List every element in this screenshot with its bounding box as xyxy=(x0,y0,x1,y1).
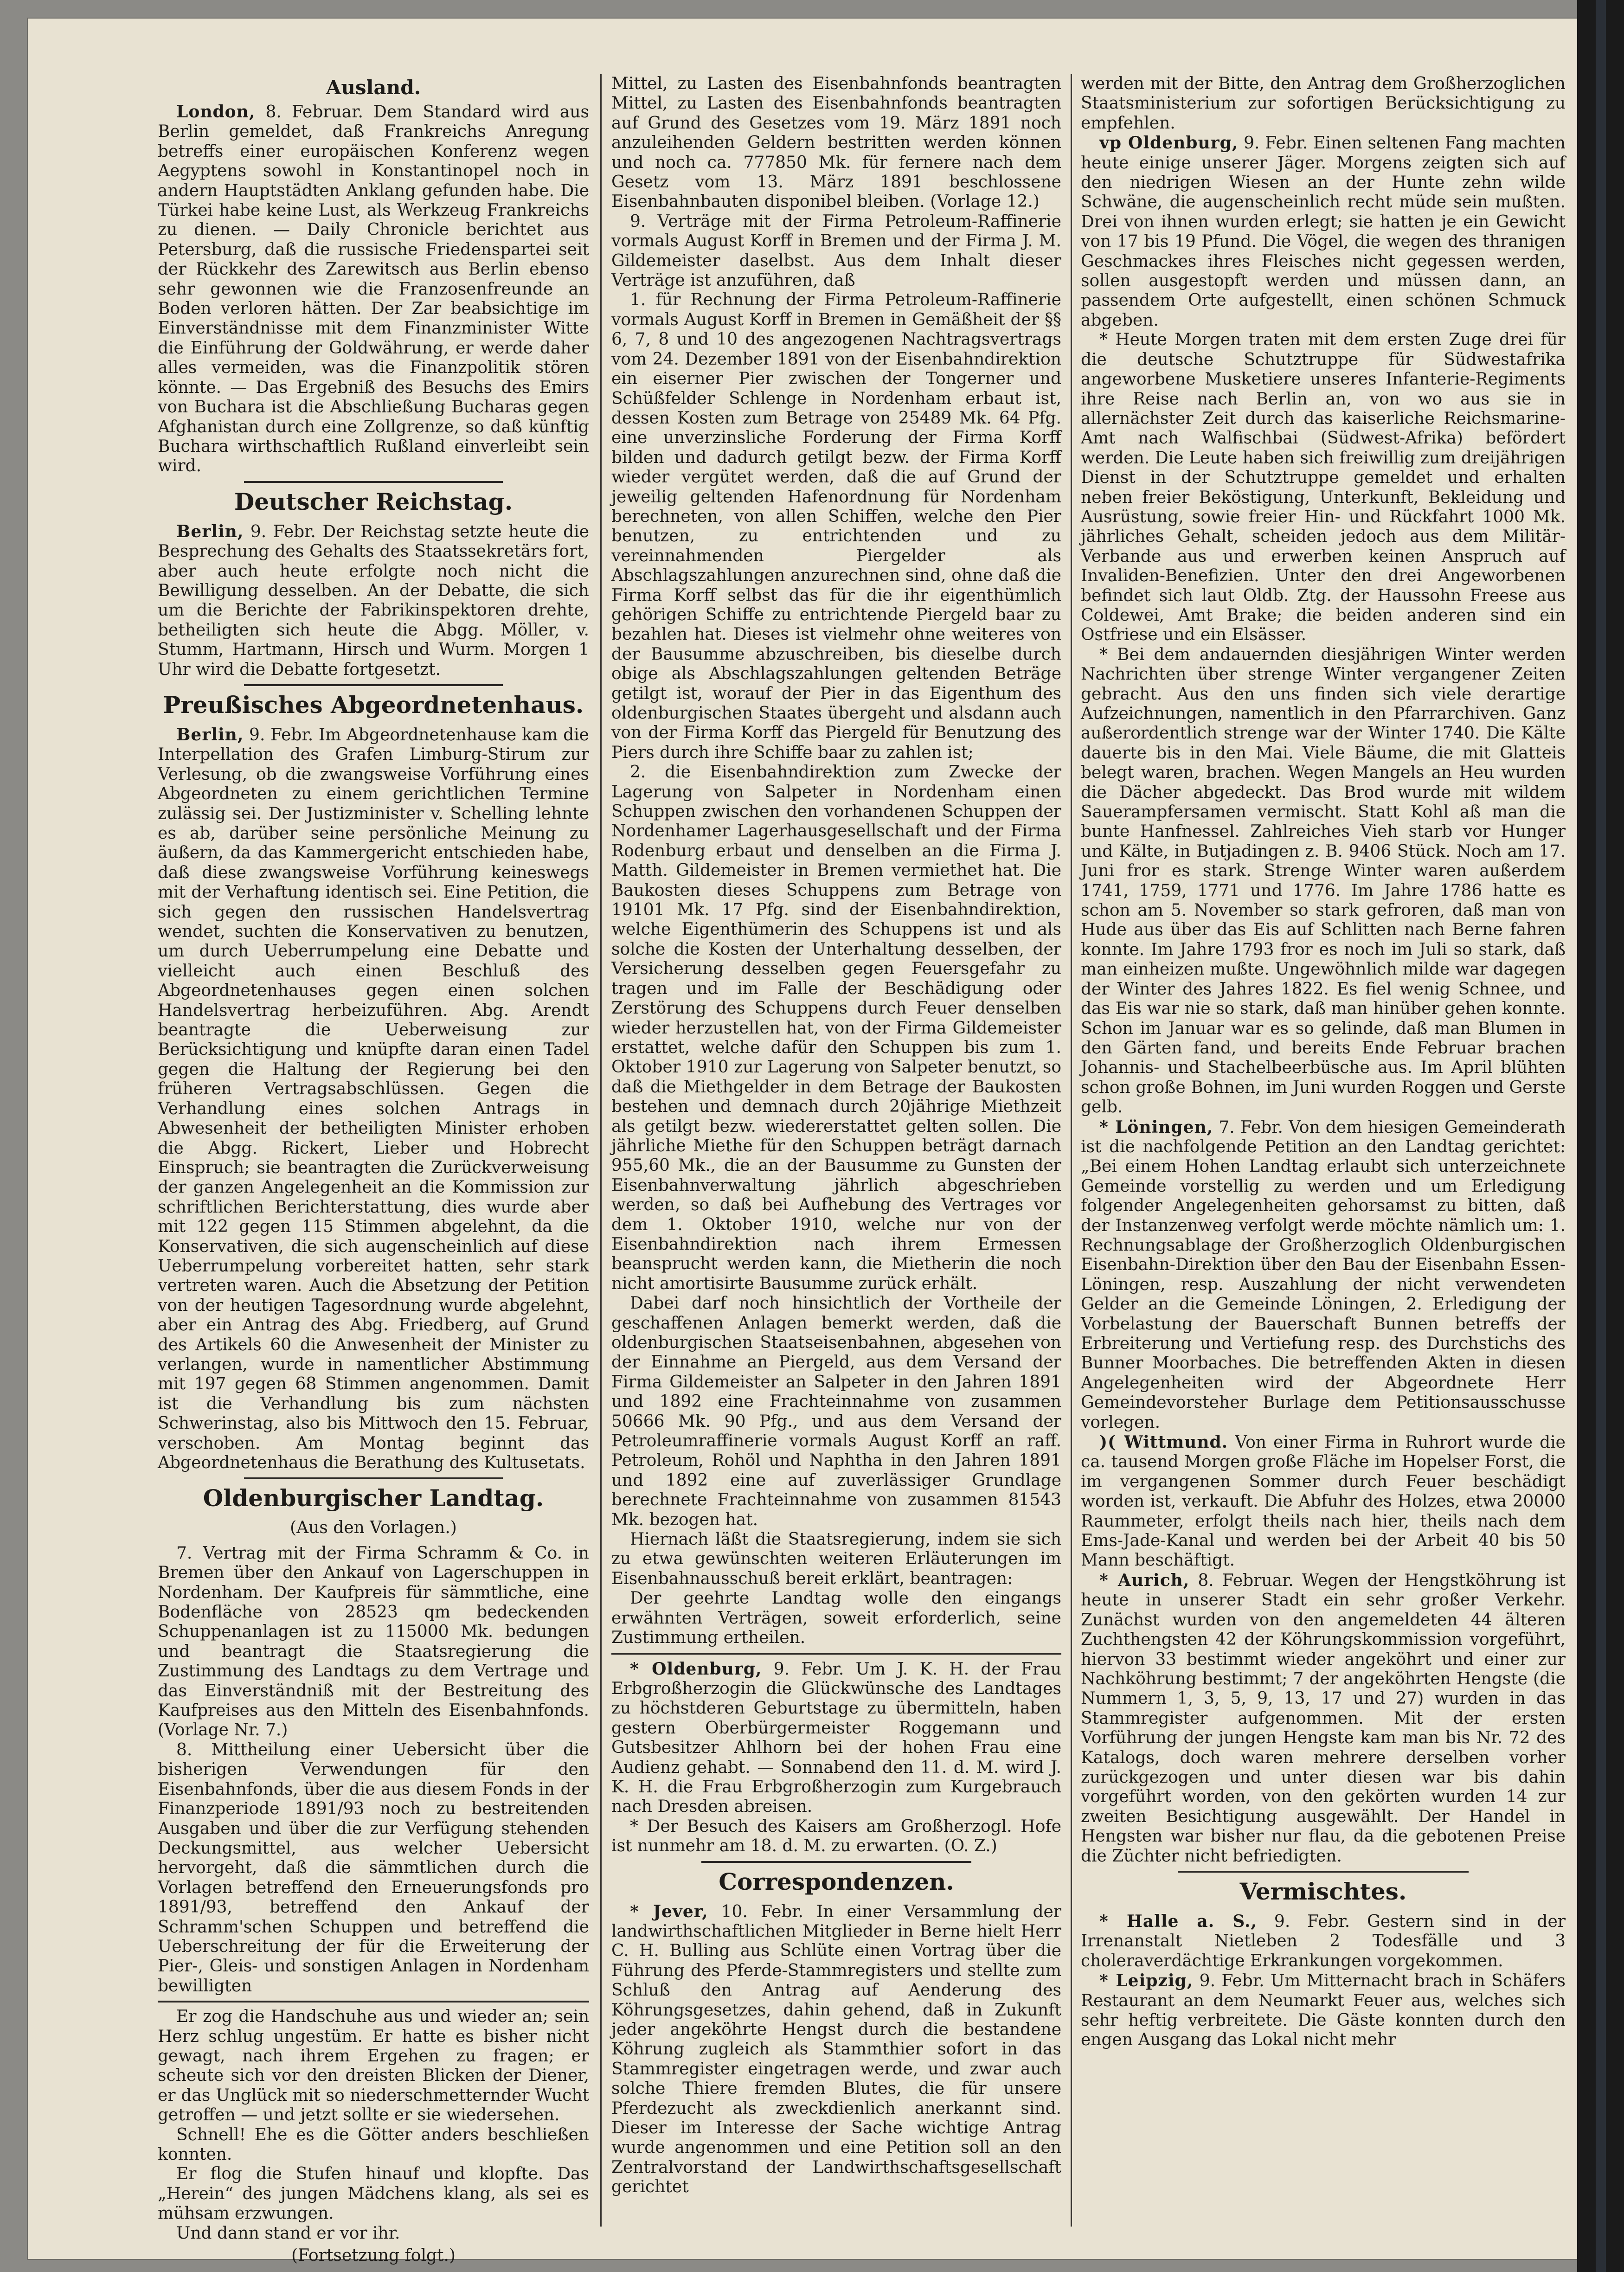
dateline-place: * Oldenburg, xyxy=(630,1659,762,1679)
divider-rule xyxy=(611,1653,1061,1655)
paragraph-text: Schnell! Ehe es die Götter anders beschließen konnten. xyxy=(158,2125,589,2164)
article-paragraph xyxy=(611,1589,1061,1648)
paragraph-text: 8. Mittheilung einer Uebersicht über die bisherigen Verwendungen für den Eisenbahnfonds, über die aus diesem Fonds in der Finanzperiode 1891/93 noch zu bestreitenden Ausgaben und über die zur Verfügung stehenden Deckungsmittel, aus welcher Uebersicht hervorgeht, daß die sämmtlichen durch die Vorlagen betreffend den Erneuerungsfonds pro 1891/93, betreffend den Ankauf der Schramm'schen Schuppen und betreffend die Ueberschreitung der für die Erweiterung der Pier-, Gleis- und sonstigen Anlagen in Nordenham bewilligten xyxy=(158,1740,589,1996)
paragraph-text: * Heute Morgen traten mit dem ersten Zuge drei für die deutsche Schutztruppe für Südwestafrika angeworbene Musketiere unseres Infanterie-Regiments ihre Reise nach Berlin an, von wo aus sie in allernächster Zeit durch das kaiserliche Reichsmarine-Amt nach Walfischbai (Südwest-Afrika) befördert werden. Die Leute haben sich freiwillig zum dreijährigen Dienst in der Schutztruppe gemeldet und erhalten neben freier Beköstigung, Unterkunft, Bekleidung und Ausrüstung, sowie freier Hin- und Rückfahrt 1000 Mk. jährliches Gehalt, scheiden jedoch aus dem Militär-Verbande aus und erwerben keinen Anspruch auf Invaliden-Benefizien. Unter den drei Angeworbenen befindet sich laut Oldb. Ztg. der Haussohn Freese aus Coldewei, Amt Brake; die beiden anderen sind ein Ostfriese und ein Elsässer. xyxy=(1081,330,1566,645)
article-paragraph xyxy=(1081,133,1566,330)
subheading: (Fortsetzung folgt.) xyxy=(291,2246,456,2266)
paragraph-text: 9. Febr. Um J. K. H. der Frau Erbgroßherzogin die Glückwünsche des Landtages zu höchstderen Geburtstage zu übermitteln, haben gestern Oberbürgermeister Roggemann und Gutsbesitzer Ahlhorn bei der hohen Frau eine Audienz gehabt. — Sonnabend den 11. d. M. wird J. K. H. die Frau Erbgroßherzogin zum Kurgebrauch nach Dresden abreisen. xyxy=(611,1659,1061,1816)
paragraph-text: 9. Febr. Um Mitternacht brach in Schäfers Restaurant an dem Neumarkt Feuer aus, welches sich sehr heftig verbreitete. Die Gäste konnten durch den engen Ausgang das Lokal nicht mehr xyxy=(1081,1971,1566,2050)
article-paragraph xyxy=(158,1740,589,1996)
article-paragraph xyxy=(611,290,1061,763)
article-paragraph xyxy=(611,74,1061,212)
paragraph-text: 10. Febr. In einer Versammlung der landwirthschaftlichen Mitglieder in Berne hielt Herr C. H. Bulling aus Schlüte einen Vortrag über die Führung des Pferde-Stammregisters und stellte zum Schluß den Antrag auf Aenderung des Köhrungsgesetzes, dahin gehend, daß in Zukunft jeder angeköhrte Hengst durch die bestandene Köhrung zugleich als Stammthier sofort in das Stammregister eingetragen werde, und zwar auch solche Thiere fremden Blutes, die für unsere Pferdezucht als zweckdienlich anerkannt sind. Dieser im Interesse der Sache wichtige Antrag wurde angenommen und eine Petition soll an den Zentralvorstand der Landwirthschaftsgesellschaft gerichtet xyxy=(611,1902,1061,2197)
paragraph-text: 9. Verträge mit der Firma Petroleum-Raffinerie vormals August Korff in Bremen und der Firma J. M. Gildemeister daselbst. Aus dem Inhalt dieser Verträge ist anzuführen, daß xyxy=(611,212,1061,290)
dateline-place: * Leipzig, xyxy=(1099,1971,1194,1991)
divider-rule xyxy=(244,1477,503,1479)
article-heading: Preußisches Abgeordnetenhaus. xyxy=(163,691,584,719)
divider-rule xyxy=(244,481,503,483)
dateline-place: * Halle a. S., xyxy=(1099,1911,1258,1931)
article-paragraph xyxy=(1081,1571,1566,1866)
subheading: (Aus den Vorlagen.) xyxy=(290,1518,457,1538)
divider-rule xyxy=(244,684,503,686)
article-paragraph xyxy=(611,1294,1061,1530)
paragraph-text: Der geehrte Landtag wolle den eingangs erwähnten Verträgen, soweit erforderlich, seine Zustimmung ertheilen. xyxy=(611,1589,1061,1648)
article-heading: Correspondenzen. xyxy=(719,1868,954,1895)
paragraph-text: 9. Febr. Gestern sind in der Irrenanstalt Nietleben 2 Todesfälle und 3 choleraverdächtige Erkrankungen vorgekommen. xyxy=(1081,1912,1566,1970)
article-paragraph xyxy=(611,763,1061,1294)
article-paragraph xyxy=(1081,1117,1566,1433)
article-paragraph xyxy=(611,1902,1061,2197)
article-paragraph xyxy=(158,102,589,476)
paragraph-text: 9. Febr. Der Reichstag setzte heute die Besprechung des Gehalts des Staatssekretärs fort, aber auch heute erfolgte noch nicht die Bewilligung desselben. An der Debatte, die sich um die Berichte der Fabrikinspektoren drehte, betheiligten sich heute die Abgg. Möller, v. Stumm, Hartmann, Hirsch und Wurm. Morgen 1 Uhr wird die Debatte fortgesetzt. xyxy=(158,522,589,679)
paragraph-text: 8. Februar. Wegen der Hengstköhrung ist heute in unserer Stadt ein sehr großer Verkehr. Zunächst wurden von den angemeldeten 44 älteren Zuchthengsten 42 der Köhrungskommission vorgeführt, hiervon 33 bestimmt wieder angeköhrt und einer zur Nachköhrung bestimmt; 7 der angeköhrten Hengste (die Nummern 1, 3, 5, 9, 13, 17 und 27) wurden in das Stammregister aufgenommen. Mit der ersten Vorführung der jungen Hengste kam man bis Nr. 72 des Katalogs, doch waren mehrere derselben vorher zurückgezogen und unter diesen war bis dahin vorgeführt worden, von den gekörten wurden 14 zur zweiten Besichtigung ausgewählt. Der Handel in Hengsten war bisher nur flau, da die gebotenen Preise die Züchter nicht befriedigten. xyxy=(1081,1571,1566,1866)
paragraph-text: Mittel, zu Lasten des Eisenbahnfonds beantragten Mittel, zu Lasten des Eisenbahnfonds beantragten auf Grund des Gesetzes vom 19. März 1891 noch anzuleihenden Geldern bestritten werden können und noch ca. 777850 Mk. für fernere nach dem Gesetz vom 13. März 1891 beschlossene Eisenbahnbauten disponibel bleiben. (Vorlage 12.) xyxy=(611,74,1061,212)
paragraph-text: * Bei dem andauernden diesjährigen Winter werden Nachrichten über strenge Winter vergangener Zeiten gebracht. Aus den uns finden sich viele derartige Aufzeichnungen, namentlich in den Pfarrarchiven. Ganz außerordentlich strenge war der Winter 1740. Die Kälte dauerte bis in den Mai. Viele Bäume, die mit Glatteis belegt waren, brachen. Wegen Mangels an Heu wurden die Dächer abgedeckt. Das Brod wurde mit wildem Sauerampfersamen vermischt. Statt Kohl aß man die bunte Hanfnessel. Zahlreiches Vieh starb vor Hunger und Kälte, in Butjadingen z. B. 9406 Stück. Noch am 17. Juni fror es stark. Strenge Winter waren außerdem 1741, 1759, 1771 und 1776. Im Jahre 1786 hatte es schon am 5. November so stark gefroren, daß man von Hude aus über das Eis auf Schlitten nach Berne fahren konnte. Im Jahre 1793 fror es noch im Juli so stark, daß man einheizen mußte. Ungewöhnlich milde war dagegen der Winter des Jahres 1822. Es fiel wenig Schnee, und das Eis war nie so stark, daß man hinüber gehen konnte. Schon im Januar war es so gelinde, daß man Blumen in den Gärten fand, und bereits Ende Februar brachen Johannis- und Stachelbeerbüsche aus. Im April blühten schon große Bohnen, im Juni wurden Roggen und Gerste gelb. xyxy=(1081,645,1566,1117)
column-3 xyxy=(1081,74,1566,2231)
article-heading: Vermischtes. xyxy=(1239,1877,1407,1905)
paragraph-text: 9. Febr. Im Abgeordnetenhause kam die Interpellation des Grafen Limburg-Stirum zur Verlesung, ob die zwangsweise Vorführung eines Abgeordneten zu einem gerichtlichen Termine zulässig sei. Der Justizminister v. Schelling lehnte es ab, darüber seine persönliche Meinung zu äußern, da das Kammergericht entschieden habe, daß diese zwangsweise Vorführung keineswegs mit der Verhaftung identisch sei. Eine Petition, die sich gegen den russischen Handelsvertrag wendet, suchten die Konservativen zu benutzen, um durch Ueberrumpelung eine Debatte und vielleicht auch einen Beschluß des Abgeordnetenhauses gegen einen solchen Handelsvertrag herbeizuführen. Abg. Arendt beantragte die Ueberweisung zur Berücksichtigung und knüpfte daran einen Tadel gegen die Haltung der Regierung bei den früheren Vertragsabschlüssen. Gegen die Verhandlung eines solchen Antrags in Abwesenheit der betheiligten Minister erhoben die Abgg. Rickert, Lieber und Hobrecht Einspruch; sie beantragten die Zurückverweisung der ganzen Angelegenheit an die Kommission zur schriftlichen Berichterstattung, dies wurde aber mit 122 gegen 115 Stimmen abgelehnt, da die Konservativen, die sich augenscheinlich auf diese Ueberrumpelung vorbereitet hatten, sehr stark vertreten waren. Auch die Absetzung der Petition von der heutigen Tagesordnung wurde abgelehnt, aber ein Antrag des Abg. Friedberg, auf Grund des Artikels 60 die Anwesenheit der Minister zu verlangen, wurde in namentlicher Abstimmung mit 197 gegen 68 Stimmen angenommen. Damit ist die Verhandlung bis zum nächsten Schwerinstag, also bis Mittwoch den 15. Februar, verschoben. Am Montag beginnt das Abgeordnetenhaus die Berathung des Kultusetats. xyxy=(158,725,589,1472)
section-heading: Ausland. xyxy=(326,76,421,99)
scan-edge xyxy=(1577,0,1624,2272)
dateline-place: )( Wittmund. xyxy=(1099,1432,1228,1452)
paragraph-text: 8. Februar. Dem Standard wird aus Berlin gemeldet, daß Frankreichs Anregung betreffs einer europäischen Konferenz wegen Aegyptens sowohl in Konstantinopel noch in andern Hauptstädten Anklang gefunden habe. Die Türkei habe keine Lust, als Werkzeug Frankreichs zu dienen. — Daily Chronicle berichtet aus Petersburg, daß die russische Friedenspartei seit der Rückkehr des Zarewitsch aus Berlin ebenso sehr gewonnen wie die Franzosenfreunde an Boden verloren hätten. Der Zar beabsichtige im Einverständnisse mit dem Finanzminister Witte die Einführung der Goldwährung, er werde daher alles vermeiden, was die Finanzpolitik stören könnte. — Das Ergebniß des Besuchs des Emirs von Buchara ist die Abschließung Bucharas gegen Afghanistan durch eine Zollgrenze, so daß künftig Buchara wirthschaftlich Rußland einverleibt sein wird. xyxy=(158,103,589,476)
paragraph-text: 1. für Rechnung der Firma Petroleum-Raffinerie vormals August Korff in Bremen in Gemäßheit der §§ 6, 7, 8 und 10 des angezogenen Nachtragsvertrags vom 24. Dezember 1891 von der Eisenbahndirektion ein eiserner Pier zwischen der Tongerner und Schüßfelder Schlenge in Nordenham erbaut ist, dessen Kosten zum Betrage von 25489 Mk. 64 Pfg. eine unverzinsliche Forderung der Firma Korff bilden und dadurch getilgt bezw. der Firma Korff wieder vergütet werden, daß die auf Grund der jeweilig geltenden Hafenordnung für Nordenham berechneten, von allen Schiffen, welche den Pier benutzen, zu entrichtenden und zu vereinnahmenden Piergelder als Abschlagszahlungen anzurechnen sind, ohne daß die Firma Korff selbst das für die ihr eigenthümlich gehörigen Schiffe zu entrichtende Piergeld baar zu bezahlen hat. Dieses ist vielmehr ohne weiteres von der Bausumme abzuschreiben, bis dieselbe durch obige als Abschlagszahlungen geltenden Beträge getilgt ist, worauf der Pier in das Eigenthum des oldenburgischen Staates übergeht und alsdann auch von der Firma Korff das Piergeld für Benutzung des Piers durch ihre Schiffe baar zu zahlen ist; xyxy=(611,290,1061,762)
paragraph-text: 7. Vertrag mit der Firma Schramm & Co. in Bremen über den Ankauf von Lagerschuppen in Nordenham. Der Kaufpreis für sämmtliche, eine Bodenfläche von 28523 qm bedeckenden Schuppenanlagen ist zu 115000 Mk. bedungen und beantragt die Staatsregierung die Zustimmung des Landtags zu dem Vertrage und das Einverständniß mit der Bestreitung des Kaufpreises aus den Mitteln des Eisenbahnfonds. (Vorlage Nr. 7.) xyxy=(158,1543,589,1740)
column-1 xyxy=(158,74,589,2266)
paragraph-text: Und dann stand er vor ihr. xyxy=(176,2223,400,2243)
paragraph-text: Dabei darf noch hinsichtlich der Vortheile der geschaffenen Anlagen bemerkt werden, daß die oldenburgischen Staatseisenbahnen, abgesehen von der Einnahme an Piergeld, aus dem Versand der Firma Gildemeister an Salpeter in den Jahren 1891 und 1892 eine Frachteinnahme von zusammen 50666 Mk. 90 Pfg., und aus dem Versand der Petroleumraffinerie vormals August Korff an raff. Petroleum, Rohöl und Naphtha in den Jahren 1891 und 1892 eine auf zuverlässiger Grundlage berechnete Frachteinnahme von zusammen 81543 Mk. bezogen hat. xyxy=(611,1294,1061,1529)
paragraph-text: * Der Besuch des Kaisers am Großherzogl. Hofe ist nunmehr am 18. d. M. zu erwarten. (O. Z.) xyxy=(611,1816,1061,1856)
paragraph-text: Von einer Firma in Ruhrort wurde die ca. tausend Morgen große Fläche im Hopelser Forst, die im vergangenen Sommer durch Feuer beschädigt worden ist, verkauft. Die Abfuhr des Holzes, etwa 20000 Raummeter, erfolgt theils nach hier, theils nach dem Ems-Jade-Kanal und werden bei der Arbeit 40 bis 50 Mann beschäftigt. xyxy=(1081,1433,1566,1570)
column-divider-2 xyxy=(1071,74,1072,2227)
dateline-place: Berlin, xyxy=(176,521,244,541)
article-paragraph xyxy=(158,2164,589,2223)
divider-rule xyxy=(1178,1871,1469,1873)
article-paragraph xyxy=(158,2007,589,2125)
article-paragraph xyxy=(158,522,589,680)
article-paragraph xyxy=(158,2224,589,2243)
paragraph-text: 7. Febr. Von dem hiesigen Gemeinderath ist die nachfolgende Petition an den Landtag gerichtet: „Bei einem Hohen Landtag erlaubt sich unterzeichnete Gemeinde vorstellig zu werden und um Erledigung folgender Angelegenheiten gehorsamst zu bitten, daß der Instanzenweg verfolgt werde möchte nämlich um: 1. Rechnungsablage der Großherzoglich Oldenburgischen Eisenbahn-Direktion über den Bau der Eisenbahn Essen-Löningen, resp. Auszahlung der nicht verwendeten Gelder an die Gemeinde Löningen, 2. Erledigung der Vorbelastung der Bauerschaft Bunnen betreffs der Erbreiterung und Vertiefung resp. des Durchstichs des Bunner Moorbaches. Die betreffenden Akten in diesen Angelegenheiten wird der Abgeordnete Herr Gemeindevorsteher Burlage dem Petitionsausschusse vorlegen. xyxy=(1081,1117,1566,1432)
article-paragraph xyxy=(1081,74,1566,133)
paragraph-text: Er zog die Handschuhe aus und wieder an; sein Herz schlug ungestüm. Er hatte es bisher nicht gewagt, nach ihrem Ergehen zu fragen; er scheute sich vor den dreisten Blicken der Diener, er das Unglück mit so niederschmetternder Wucht getroffen — und jetzt sollte er sie wiedersehen. xyxy=(158,2007,589,2125)
dateline-place: * Jever, xyxy=(630,1901,708,1921)
article-paragraph xyxy=(1081,1432,1566,1571)
article-heading: Oldenburgischer Landtag. xyxy=(203,1484,544,1512)
article-paragraph xyxy=(611,1659,1061,1817)
article-paragraph xyxy=(158,725,589,1473)
article-paragraph xyxy=(611,212,1061,291)
column-divider-1 xyxy=(600,74,602,2227)
paragraph-text: Er flog die Stufen hinauf und klopfte. Das „Herein“ des jungen Mädchens klang, als sei es mühsam erzwungen. xyxy=(158,2164,589,2223)
paragraph-text: 2. die Eisenbahndirektion zum Zwecke der Lagerung von Salpeter in Nordenham einen Schuppen zwischen den vorhandenen Schuppen der Nordenhamer Lagerhausgesellschaft und der Firma Rodenburg erbaut und denselben an die Firma J. Matth. Gildemeister in Bremen vermiethet hat. Die Baukosten dieses Schuppens zum Betrage von 19101 Mk. 17 Pfg. sind der Eisenbahndirektion, welche Eigenthümerin des Schuppens ist und als solche die Kosten der Unterhaltung desselben, der Versicherung desselben gegen Feuersgefahr zu tragen und im Falle der Beschädigung oder Zerstörung des Schuppens durch Feuer denselben wieder herzustellen hat, von der Firma Gildemeister erstattet, welche dafür den Schuppen bis zum 1. Oktober 1910 zur Lagerung von Salpeter benutzt, so daß die Miethgelder in dem Betrage der Baukosten bestehen und demnach durch 20jährige Miethzeit als getilgt bezw. wiedererstattet gelten sollen. Die jährliche Miethe für den Schuppen beträgt darnach 955,60 Mk., die an der Bausumme zu Gunsten der Eisenbahnverwaltung jährlich abgeschrieben werden, so daß bei Aufhebung des Vertrages vor dem 1. Oktober 1910, welche nur von der Eisenbahndirektion nach ihrem Ermessen beansprucht werden kann, die Mietherin die noch nicht amortisirte Bausumme zurück erhält. xyxy=(611,763,1061,1293)
paragraph-text: 9. Febr. Einen seltenen Fang machten heute einige unserer Jäger. Morgens zeigten sich auf den niedrigen Wiesen an der Hunte zehn wilde Schwäne, die augenscheinlich recht müde sein mußten. Drei von ihnen wurden erlegt; sie hatten je ein Gewicht von 17 bis 19 Pfund. Die Vögel, die wegen des thranigen Geschmackes ihres Fleisches nicht gegessen werden, sollen ausgestopft werden und müssen dann, an passendem Orte aufgestellt, einen schönen Schmuck abgeben. xyxy=(1081,134,1566,330)
dateline-place: * Löningen, xyxy=(1099,1117,1213,1137)
dateline-place: * Aurich, xyxy=(1099,1570,1190,1590)
paragraph-text: Hiernach läßt die Staatsregierung, indem sie sich zu etwa gewünschten weiteren Erläuterungen im Eisenbahnausschuß bereit erklärt, beantragen: xyxy=(611,1530,1061,1588)
column-2 xyxy=(611,74,1061,2231)
dateline-place: Berlin, xyxy=(176,725,244,744)
article-paragraph xyxy=(611,1530,1061,1589)
divider-rule xyxy=(158,2001,589,2002)
divider-rule xyxy=(701,1861,971,1863)
article-paragraph xyxy=(1081,1971,1566,2050)
dateline-place: vp Oldenburg, xyxy=(1099,133,1239,153)
article-paragraph xyxy=(611,1817,1061,1856)
article-heading: Deutscher Reichstag. xyxy=(234,488,513,515)
article-paragraph xyxy=(1081,330,1566,645)
article-paragraph xyxy=(158,2125,589,2165)
article-paragraph xyxy=(1081,1912,1566,1971)
dateline-place: London, xyxy=(176,102,256,122)
article-paragraph xyxy=(1081,645,1566,1117)
paragraph-text: werden mit der Bitte, den Antrag dem Großherzoglichen Staatsministerium zur sofortigen Berücksichtigung zu empfehlen. xyxy=(1081,74,1566,133)
article-paragraph xyxy=(158,1544,589,1740)
